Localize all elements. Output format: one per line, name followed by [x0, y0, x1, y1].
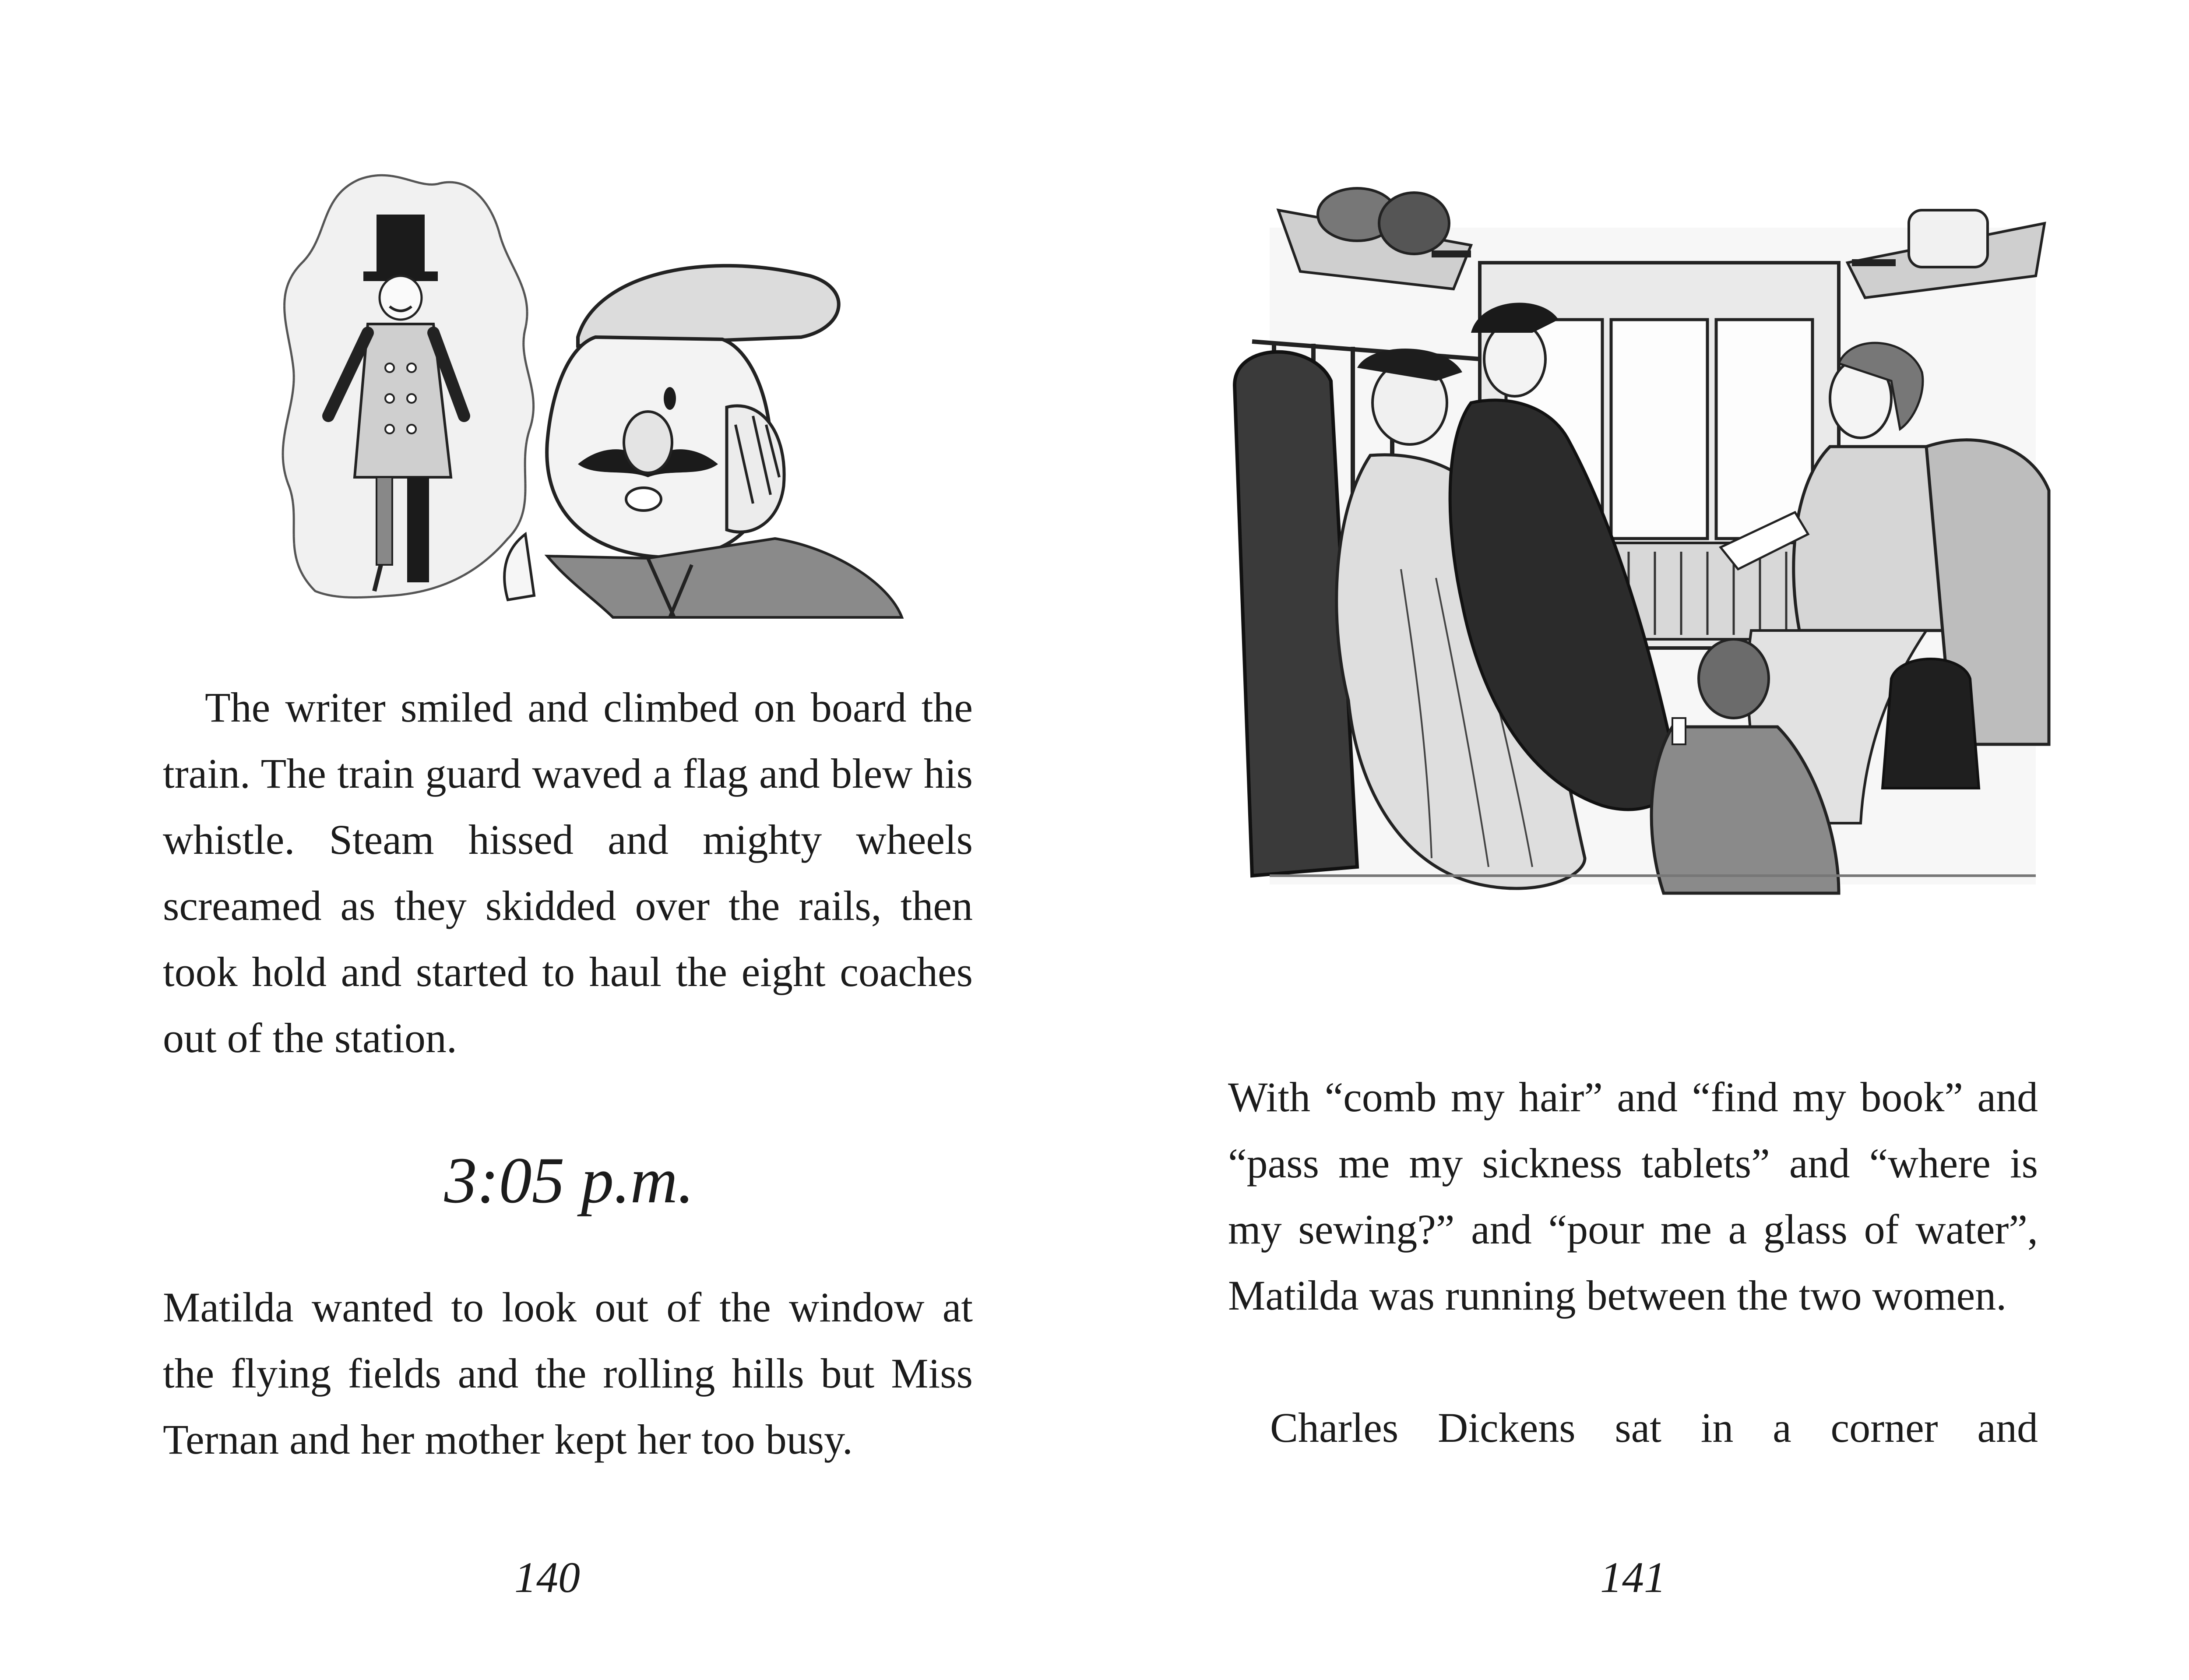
right-page — [1094, 0, 2189, 1680]
left-paragraph-1: The writer smiled and climbed on board the train. The train guard waved a flag and blew his whistle. Steam hissed and mighty wheels screamed as they skidded over the rails, then took hold and started to haul the eight coaches out of the station. — [163, 684, 973, 1061]
right-paragraph-2: Charles Dickens sat in a corner and — [1270, 1404, 2038, 1451]
train-guard-illustration — [263, 162, 919, 622]
page-number-right: 141 — [1600, 1553, 1666, 1602]
time-heading: 3:05 p.m. — [444, 1144, 694, 1217]
left-page — [0, 0, 1094, 1680]
left-paragraph-2: Matilda wanted to look out of the window at the flying fields and the rolling hills but Miss Ternan and her mother kept her too busy. — [163, 1284, 973, 1463]
right-paragraph-1: With “comb my hair” and “find my book” and “pass me my sickness tablets” and “where is my sewing?” and “pour me a glass of water”, Matilda was running between the two women. — [1228, 1074, 2038, 1319]
page-number-left: 140 — [514, 1553, 580, 1602]
train-carriage-illustration — [1226, 175, 2080, 919]
